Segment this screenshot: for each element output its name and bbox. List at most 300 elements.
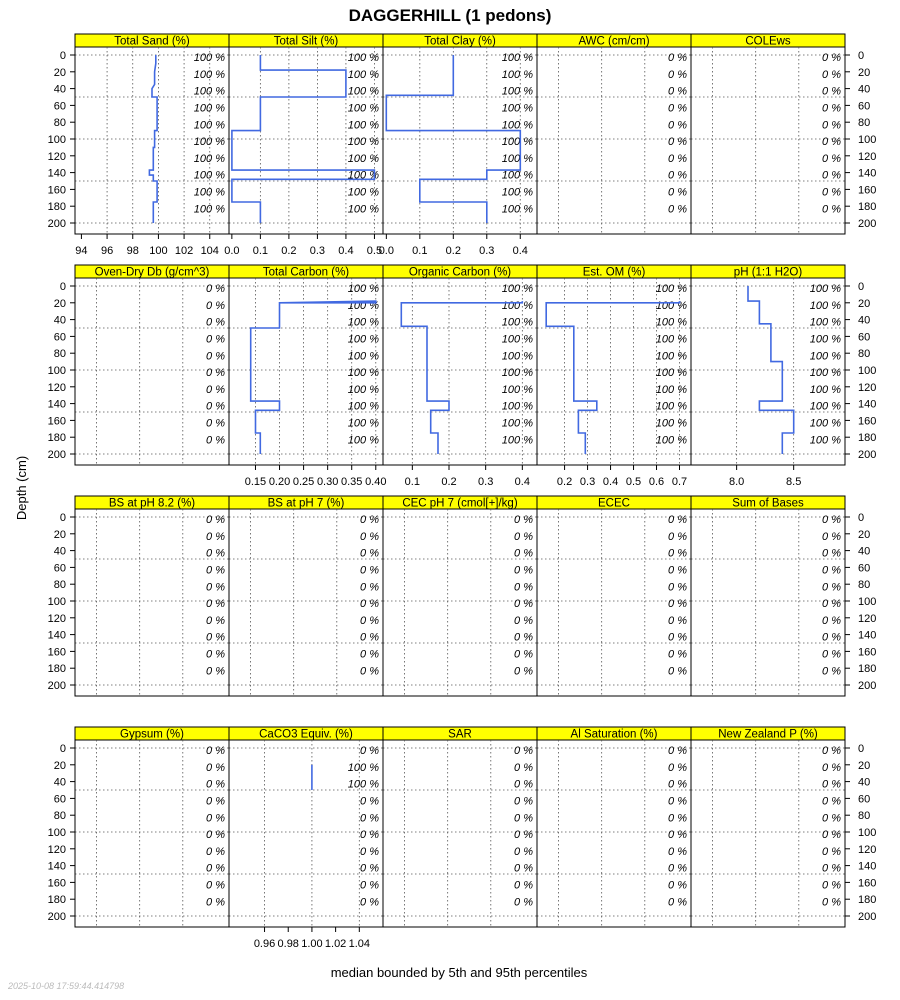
timestamp: 2025-10-08 17:59:44.414798 xyxy=(8,981,125,991)
panel-organic-carbon-pct-160: 100 % xyxy=(501,417,533,430)
panel-ecec-strip-label: ECEC xyxy=(598,497,630,510)
panel-total-carbon-pct-140: 100 % xyxy=(347,400,379,413)
panel-total-carbon-xtick-label: 0.15 xyxy=(244,476,267,488)
panel-caco3-equiv-xtick-label: 1.00 xyxy=(301,938,323,950)
panel-gypsum-pct-140: 0 % xyxy=(206,862,225,875)
panel-new-zealand-p-pct-100: 0 % xyxy=(822,829,841,842)
panel-bs-at-ph-8-2-pct-100: 0 % xyxy=(206,598,225,611)
row1-ytick-right-label: 0 xyxy=(858,281,865,293)
panel-gypsum-pct-60: 0 % xyxy=(206,795,225,808)
row3-ytick-left-label: 160 xyxy=(47,877,66,890)
panel-est-om-pct-100: 100 % xyxy=(655,367,687,380)
panel-total-carbon-pct-80: 100 % xyxy=(347,350,379,363)
y-axis-title: Depth (cm) xyxy=(14,455,29,521)
row1-ytick-right-label: 80 xyxy=(858,348,871,361)
panel-awc-cm-cm-pct-60: 0 % xyxy=(668,102,687,115)
chart-title: DAGGERHILL (1 pedons) xyxy=(348,6,552,25)
panel-est-om-pct-180: 100 % xyxy=(655,434,687,447)
panel-al-saturation-pct-140: 0 % xyxy=(668,862,687,875)
panel-oven-dry-db-g-cm-3 xyxy=(75,265,229,465)
panel-total-carbon-pct-60: 100 % xyxy=(347,333,379,346)
panel-total-clay-xtick-label: 0.4 xyxy=(512,245,528,257)
panel-colews-pct-0: 0 % xyxy=(822,52,841,65)
panel-ph-1-1-h2o-pct-0: 100 % xyxy=(809,283,841,296)
panel-awc-cm-cm-pct-100: 0 % xyxy=(668,136,687,149)
panel-sum-of-bases-pct-80: 0 % xyxy=(822,581,841,594)
row0-ytick-left-label: 60 xyxy=(53,100,66,113)
panel-sar-pct-120: 0 % xyxy=(514,845,533,858)
panel-sar-pct-80: 0 % xyxy=(514,812,533,825)
panel-sum-of-bases-pct-0: 0 % xyxy=(822,514,841,527)
panel-total-silt-pct-0: 100 % xyxy=(347,52,379,65)
panel-total-carbon-xtick-label: 0.40 xyxy=(365,476,387,488)
panel-sum-of-bases-pct-180: 0 % xyxy=(822,665,841,678)
panel-gypsum-pct-180: 0 % xyxy=(206,896,225,909)
row0-ytick-right-label: 20 xyxy=(858,66,871,79)
row1-ytick-left-label: 160 xyxy=(47,415,66,428)
panel-organic-carbon-xtick-label: 0.2 xyxy=(441,476,457,488)
panel-total-silt-xtick-label: 0.3 xyxy=(309,245,326,257)
row0-ytick-left-label: 0 xyxy=(59,50,66,62)
panel-colews-pct-180: 0 % xyxy=(822,203,841,216)
panel-caco3-equiv-pct-60: 0 % xyxy=(360,795,379,808)
panel-caco3-equiv-pct-120: 0 % xyxy=(360,845,379,858)
panel-colews-pct-80: 0 % xyxy=(822,119,841,132)
panel-total-carbon-pct-20: 100 % xyxy=(347,299,379,312)
panel-sum-of-bases-pct-20: 0 % xyxy=(822,530,841,543)
panel-organic-carbon-pct-140: 100 % xyxy=(501,400,533,413)
panel-total-silt-pct-140: 100 % xyxy=(347,169,379,182)
panel-organic-carbon-pct-40: 100 % xyxy=(501,316,533,329)
panel-total-sand-xtick-label: 96 xyxy=(100,245,114,257)
panel-sar-pct-20: 0 % xyxy=(514,761,533,774)
panel-ph-1-1-h2o-pct-140: 100 % xyxy=(809,400,841,413)
row3-ytick-right-label: 20 xyxy=(858,759,871,772)
row1-ytick-left-label: 180 xyxy=(47,432,66,445)
row3-ytick-left-label: 60 xyxy=(53,793,66,806)
panel-organic-carbon-xtick-label: 0.4 xyxy=(514,476,530,488)
panel-est-om-pct-140: 100 % xyxy=(655,400,687,413)
row3-ytick-left-label: 0 xyxy=(59,743,66,755)
row2-ytick-right-label: 60 xyxy=(858,562,871,575)
panel-awc-cm-cm-pct-0: 0 % xyxy=(668,52,687,65)
row2-ytick-right-label: 120 xyxy=(858,612,877,625)
panel-total-silt-xtick-label: 0.1 xyxy=(252,245,269,257)
panel-total-silt-xtick-label: 0.4 xyxy=(338,245,354,257)
panel-al-saturation-pct-80: 0 % xyxy=(668,812,687,825)
row2-ytick-left-label: 60 xyxy=(53,562,66,575)
row2-ytick-right-label: 20 xyxy=(858,528,871,541)
row0-ytick-right-label: 160 xyxy=(858,184,877,197)
panel-gypsum-pct-0: 0 % xyxy=(206,745,225,758)
panel-cec-ph-7-cmol-kg xyxy=(383,496,537,696)
panel-caco3-equiv-pct-100: 0 % xyxy=(360,829,379,842)
panel-new-zealand-p-pct-140: 0 % xyxy=(822,862,841,875)
panel-caco3-equiv-xtick-label: 0.98 xyxy=(277,938,299,950)
panel-colews-pct-160: 0 % xyxy=(822,186,841,199)
panel-total-sand-pct-60: 100 % xyxy=(193,102,225,115)
panel-caco3-equiv-xtick-label: 0.96 xyxy=(253,938,276,950)
row2-ytick-left-label: 20 xyxy=(53,528,66,541)
panel-ph-1-1-h2o-median-line xyxy=(748,286,794,454)
row1-ytick-right-label: 160 xyxy=(858,415,877,428)
panel-colews-pct-140: 0 % xyxy=(822,169,841,182)
panel-awc-cm-cm-pct-40: 0 % xyxy=(668,85,687,98)
panel-ecec-pct-160: 0 % xyxy=(668,648,687,661)
row2-ytick-left-label: 100 xyxy=(47,596,66,608)
panel-bs-at-ph-8-2-pct-140: 0 % xyxy=(206,631,225,644)
panel-organic-carbon-pct-60: 100 % xyxy=(501,333,533,346)
panel-bs-at-ph-7-pct-140: 0 % xyxy=(360,631,379,644)
panel-total-clay-strip-label: Total Clay (%) xyxy=(424,35,496,48)
panel-bs-at-ph-7-pct-0: 0 % xyxy=(360,514,379,527)
row1-ytick-left-label: 140 xyxy=(47,398,66,411)
row2-ytick-right-label: 100 xyxy=(858,596,877,608)
row0-ytick-right-label: 200 xyxy=(858,218,877,230)
row1-ytick-left-label: 60 xyxy=(53,331,66,344)
panel-sum-of-bases-pct-100: 0 % xyxy=(822,598,841,611)
panel-bs-at-ph-8-2-pct-120: 0 % xyxy=(206,614,225,627)
panel-new-zealand-p-pct-80: 0 % xyxy=(822,812,841,825)
panel-new-zealand-p-pct-60: 0 % xyxy=(822,795,841,808)
row3-ytick-left-label: 20 xyxy=(53,759,66,772)
panel-total-clay-pct-120: 100 % xyxy=(501,152,533,165)
row0-ytick-right-label: 40 xyxy=(858,83,871,96)
panel-total-silt xyxy=(224,34,383,257)
row2-ytick-right-label: 40 xyxy=(858,545,871,558)
panel-total-carbon-strip-label: Total Carbon (%) xyxy=(262,266,350,279)
panel-sar-pct-140: 0 % xyxy=(514,862,533,875)
panel-al-saturation xyxy=(537,727,691,927)
panel-cec-ph-7-cmol-kg-pct-80: 0 % xyxy=(514,581,533,594)
panel-total-clay-pct-60: 100 % xyxy=(501,102,533,115)
panel-gypsum-pct-80: 0 % xyxy=(206,812,225,825)
panel-total-clay-xtick-label: 0.1 xyxy=(412,245,428,257)
panel-total-silt-xtick-label: 0.0 xyxy=(224,245,240,257)
panel-sar xyxy=(383,727,537,927)
panel-total-sand xyxy=(75,34,229,257)
panel-al-saturation-pct-120: 0 % xyxy=(668,845,687,858)
row1-ytick-right-label: 140 xyxy=(858,398,877,411)
panel-organic-carbon-strip-label: Organic Carbon (%) xyxy=(408,266,512,279)
panel-ph-1-1-h2o-xtick-label: 8.0 xyxy=(728,476,745,488)
panel-total-sand-xtick-label: 102 xyxy=(174,245,194,257)
panel-bs-at-ph-8-2-pct-20: 0 % xyxy=(206,530,225,543)
panel-total-silt-pct-100: 100 % xyxy=(347,136,379,149)
panel-est-om-pct-0: 100 % xyxy=(655,283,687,296)
row2-ytick-left-label: 80 xyxy=(53,579,66,592)
panel-ecec-pct-20: 0 % xyxy=(668,530,687,543)
panel-bs-at-ph-7-pct-40: 0 % xyxy=(360,547,379,560)
panel-total-clay-xtick-label: 0.0 xyxy=(378,245,394,257)
panel-oven-dry-db-g-cm-3-pct-120: 0 % xyxy=(206,383,225,396)
row2-ytick-left-label: 160 xyxy=(47,646,66,659)
panel-ecec-pct-180: 0 % xyxy=(668,665,687,678)
row2-ytick-left-label: 40 xyxy=(53,545,66,558)
row3-ytick-right-label: 180 xyxy=(858,894,877,907)
panel-ph-1-1-h2o-xtick-label: 8.5 xyxy=(786,476,802,488)
panel-sar-pct-100: 0 % xyxy=(514,829,533,842)
panel-total-clay-pct-140: 100 % xyxy=(501,169,533,182)
row2-ytick-left-label: 180 xyxy=(47,663,66,676)
panel-total-silt-pct-80: 100 % xyxy=(347,119,379,132)
panel-cec-ph-7-cmol-kg-pct-160: 0 % xyxy=(514,648,533,661)
row1-ytick-right-label: 40 xyxy=(858,314,871,327)
panel-awc-cm-cm-pct-120: 0 % xyxy=(668,152,687,165)
row0-ytick-right-label: 120 xyxy=(858,150,877,163)
panel-bs-at-ph-8-2-pct-60: 0 % xyxy=(206,564,225,577)
panel-total-sand-pct-0: 100 % xyxy=(193,52,225,65)
panel-total-silt-pct-160: 100 % xyxy=(347,186,379,199)
panel-bs-at-ph-7-strip-label: BS at pH 7 (%) xyxy=(267,497,345,510)
panel-new-zealand-p-pct-0: 0 % xyxy=(822,745,841,758)
panel-total-carbon xyxy=(229,265,386,488)
row0-ytick-right-label: 180 xyxy=(858,201,877,214)
panel-organic-carbon xyxy=(383,265,537,488)
panel-bs-at-ph-8-2-pct-180: 0 % xyxy=(206,665,225,678)
row1-ytick-right-label: 100 xyxy=(858,365,877,377)
panel-sar-strip-label: SAR xyxy=(448,728,472,741)
panel-total-silt-pct-40: 100 % xyxy=(347,85,379,98)
row3-ytick-right-label: 80 xyxy=(858,810,871,823)
panel-sum-of-bases-strip-label: Sum of Bases xyxy=(732,497,804,510)
panel-sum-of-bases xyxy=(691,496,845,696)
panel-gypsum-pct-100: 0 % xyxy=(206,829,225,842)
row3-ytick-right-label: 100 xyxy=(858,827,877,839)
panel-sum-of-bases-pct-40: 0 % xyxy=(822,547,841,560)
row0-ytick-right-label: 60 xyxy=(858,100,871,113)
panel-cec-ph-7-cmol-kg-pct-120: 0 % xyxy=(514,614,533,627)
panel-new-zealand-p-strip-label: New Zealand P (%) xyxy=(718,728,818,741)
panel-est-om-xtick-label: 0.2 xyxy=(556,476,573,488)
panel-total-sand-pct-80: 100 % xyxy=(193,119,225,132)
panel-ph-1-1-h2o-pct-180: 100 % xyxy=(809,434,841,447)
panel-total-silt-pct-120: 100 % xyxy=(347,152,379,165)
panel-sar-pct-180: 0 % xyxy=(514,896,533,909)
panel-ecec-pct-60: 0 % xyxy=(668,564,687,577)
panel-colews-pct-120: 0 % xyxy=(822,152,841,165)
panel-total-clay-pct-20: 100 % xyxy=(501,68,533,81)
panel-oven-dry-db-g-cm-3-pct-180: 0 % xyxy=(206,434,225,447)
panel-bs-at-ph-8-2-pct-0: 0 % xyxy=(206,514,225,527)
row1-ytick-right-label: 60 xyxy=(858,331,871,344)
panel-colews-pct-40: 0 % xyxy=(822,85,841,98)
panel-total-clay-pct-100: 100 % xyxy=(501,136,533,149)
panel-organic-carbon-pct-180: 100 % xyxy=(501,434,533,447)
panel-est-om-xtick-label: 0.3 xyxy=(579,476,596,488)
row3-ytick-right-label: 40 xyxy=(858,776,871,789)
panel-total-silt-pct-180: 100 % xyxy=(347,203,379,216)
panel-total-carbon-pct-120: 100 % xyxy=(347,383,379,396)
row1-ytick-left-label: 200 xyxy=(47,449,66,461)
row1-ytick-left-label: 100 xyxy=(47,365,66,377)
row2-ytick-left-label: 0 xyxy=(59,512,66,524)
panel-ph-1-1-h2o-pct-120: 100 % xyxy=(809,383,841,396)
panel-al-saturation-pct-60: 0 % xyxy=(668,795,687,808)
row3-ytick-left-label: 80 xyxy=(53,810,66,823)
row1-ytick-left-label: 40 xyxy=(53,314,66,327)
panel-sar-pct-60: 0 % xyxy=(514,795,533,808)
panel-est-om-xtick-label: 0.4 xyxy=(602,476,619,488)
panel-oven-dry-db-g-cm-3-pct-160: 0 % xyxy=(206,417,225,430)
panel-oven-dry-db-g-cm-3-pct-140: 0 % xyxy=(206,400,225,413)
panel-caco3-equiv-xtick-label: 1.02 xyxy=(324,938,347,950)
panel-al-saturation-pct-40: 0 % xyxy=(668,778,687,791)
row0-ytick-left-label: 20 xyxy=(53,66,66,79)
panel-est-om-xtick-label: 0.5 xyxy=(625,476,642,488)
row1-ytick-left-label: 20 xyxy=(53,297,66,310)
panel-est-om-xtick-label: 0.6 xyxy=(648,476,665,488)
row2-ytick-right-label: 140 xyxy=(858,629,877,642)
row1-ytick-left-label: 120 xyxy=(47,381,66,394)
panel-awc-cm-cm-pct-160: 0 % xyxy=(668,186,687,199)
panel-total-carbon-pct-180: 100 % xyxy=(347,434,379,447)
panel-total-sand-pct-120: 100 % xyxy=(193,152,225,165)
panel-new-zealand-p-pct-160: 0 % xyxy=(822,879,841,892)
panel-cec-ph-7-cmol-kg-pct-100: 0 % xyxy=(514,598,533,611)
panel-sum-of-bases-pct-140: 0 % xyxy=(822,631,841,644)
panel-sum-of-bases-pct-120: 0 % xyxy=(822,614,841,627)
panel-oven-dry-db-g-cm-3-pct-0: 0 % xyxy=(206,283,225,296)
panel-caco3-equiv-pct-20: 100 % xyxy=(347,761,379,774)
panel-est-om-pct-20: 100 % xyxy=(655,299,687,312)
panel-total-clay-pct-160: 100 % xyxy=(501,186,533,199)
row2-ytick-left-label: 140 xyxy=(47,629,66,642)
panel-total-silt-xtick-label: 0.5 xyxy=(366,245,383,257)
row0-ytick-left-label: 120 xyxy=(47,150,66,163)
row2-ytick-right-label: 160 xyxy=(858,646,877,659)
panel-total-sand-strip-label: Total Sand (%) xyxy=(114,35,190,48)
row3-ytick-left-label: 120 xyxy=(47,843,66,856)
panel-cec-ph-7-cmol-kg-pct-60: 0 % xyxy=(514,564,533,577)
panel-total-clay-pct-80: 100 % xyxy=(501,119,533,132)
row2-ytick-right-label: 80 xyxy=(858,579,871,592)
panel-total-silt-strip-label: Total Silt (%) xyxy=(273,35,339,48)
row0-ytick-left-label: 140 xyxy=(47,167,66,180)
row3-ytick-right-label: 160 xyxy=(858,877,877,890)
panel-bs-at-ph-7 xyxy=(229,496,383,696)
panel-al-saturation-pct-20: 0 % xyxy=(668,761,687,774)
panel-gypsum-pct-40: 0 % xyxy=(206,778,225,791)
row3-ytick-left-label: 100 xyxy=(47,827,66,839)
row0-ytick-left-label: 100 xyxy=(47,134,66,146)
panel-total-clay-pct-180: 100 % xyxy=(501,203,533,216)
panel-bs-at-ph-7-pct-80: 0 % xyxy=(360,581,379,594)
panel-bs-at-ph-7-pct-100: 0 % xyxy=(360,598,379,611)
panel-ecec-pct-40: 0 % xyxy=(668,547,687,560)
panel-gypsum-pct-160: 0 % xyxy=(206,879,225,892)
panel-ecec-pct-120: 0 % xyxy=(668,614,687,627)
row3-ytick-left-label: 200 xyxy=(47,911,66,923)
panel-caco3-equiv-pct-80: 0 % xyxy=(360,812,379,825)
panel-ecec-pct-0: 0 % xyxy=(668,514,687,527)
panel-bs-at-ph-8-2-strip-label: BS at pH 8.2 (%) xyxy=(108,497,196,510)
panel-colews-pct-60: 0 % xyxy=(822,102,841,115)
panel-est-om xyxy=(537,265,691,488)
row0-ytick-left-label: 160 xyxy=(47,184,66,197)
panel-caco3-equiv-pct-180: 0 % xyxy=(360,896,379,909)
panel-est-om-pct-40: 100 % xyxy=(655,316,687,329)
panel-ecec-pct-80: 0 % xyxy=(668,581,687,594)
panel-organic-carbon-pct-0: 100 % xyxy=(501,283,533,296)
panel-al-saturation-pct-0: 0 % xyxy=(668,745,687,758)
panel-total-carbon-pct-160: 100 % xyxy=(347,417,379,430)
row3-ytick-right-label: 0 xyxy=(858,743,865,755)
panel-oven-dry-db-g-cm-3-pct-20: 0 % xyxy=(206,299,225,312)
panel-ph-1-1-h2o-pct-80: 100 % xyxy=(809,350,841,363)
panel-gypsum xyxy=(75,727,229,927)
row3-ytick-left-label: 40 xyxy=(53,776,66,789)
row0-ytick-right-label: 0 xyxy=(858,50,865,62)
panel-awc-cm-cm-pct-180: 0 % xyxy=(668,203,687,216)
panel-awc-cm-cm xyxy=(537,34,691,234)
panel-total-clay-xtick-label: 0.3 xyxy=(479,245,495,257)
panel-awc-cm-cm-strip-label: AWC (cm/cm) xyxy=(578,35,650,48)
panel-ph-1-1-h2o-pct-40: 100 % xyxy=(809,316,841,329)
row0-ytick-right-label: 100 xyxy=(858,134,877,146)
panel-awc-cm-cm-pct-80: 0 % xyxy=(668,119,687,132)
panel-total-carbon-xtick-label: 0.30 xyxy=(316,476,339,488)
panel-est-om-xtick-label: 0.7 xyxy=(671,476,688,488)
panel-ph-1-1-h2o-pct-100: 100 % xyxy=(809,367,841,380)
panel-cec-ph-7-cmol-kg-pct-180: 0 % xyxy=(514,665,533,678)
panel-al-saturation-strip-label: Al Saturation (%) xyxy=(570,728,658,741)
row2-ytick-left-label: 200 xyxy=(47,680,66,692)
panel-total-carbon-xtick-label: 0.25 xyxy=(292,476,315,488)
panel-ecec-pct-140: 0 % xyxy=(668,631,687,644)
panel-ph-1-1-h2o-pct-60: 100 % xyxy=(809,333,841,346)
panel-al-saturation-pct-160: 0 % xyxy=(668,879,687,892)
panel-cec-ph-7-cmol-kg-pct-40: 0 % xyxy=(514,547,533,560)
panel-organic-carbon-pct-100: 100 % xyxy=(501,367,533,380)
panel-cec-ph-7-cmol-kg-pct-0: 0 % xyxy=(514,514,533,527)
panel-est-om-pct-80: 100 % xyxy=(655,350,687,363)
panel-total-carbon-pct-40: 100 % xyxy=(347,316,379,329)
panel-bs-at-ph-8-2 xyxy=(75,496,229,696)
panel-bs-at-ph-7-pct-20: 0 % xyxy=(360,530,379,543)
panel-total-carbon-pct-0: 100 % xyxy=(347,283,379,296)
panel-ph-1-1-h2o-strip-label: pH (1:1 H2O) xyxy=(733,266,803,279)
panel-oven-dry-db-g-cm-3-pct-40: 0 % xyxy=(206,316,225,329)
panel-ecec-pct-100: 0 % xyxy=(668,598,687,611)
panel-new-zealand-p-pct-120: 0 % xyxy=(822,845,841,858)
panel-bs-at-ph-8-2-pct-160: 0 % xyxy=(206,648,225,661)
panel-sum-of-bases-pct-60: 0 % xyxy=(822,564,841,577)
panel-sar-pct-160: 0 % xyxy=(514,879,533,892)
panel-est-om-pct-160: 100 % xyxy=(655,417,687,430)
panel-total-silt-xtick-label: 0.2 xyxy=(281,245,297,257)
panel-total-carbon-xtick-label: 0.35 xyxy=(341,476,363,488)
panel-gypsum-pct-20: 0 % xyxy=(206,761,225,774)
panel-colews-pct-20: 0 % xyxy=(822,68,841,81)
panel-sar-pct-40: 0 % xyxy=(514,778,533,791)
panel-organic-carbon-pct-80: 100 % xyxy=(501,350,533,363)
panel-caco3-equiv-strip-label: CaCO3 Equiv. (%) xyxy=(259,728,353,741)
panel-organic-carbon-pct-120: 100 % xyxy=(501,383,533,396)
row2-ytick-left-label: 120 xyxy=(47,612,66,625)
panel-bs-at-ph-7-pct-160: 0 % xyxy=(360,648,379,661)
x-axis-title: median bounded by 5th and 95th percentiles xyxy=(330,965,588,980)
panel-new-zealand-p xyxy=(691,727,845,927)
row1-ytick-left-label: 80 xyxy=(53,348,66,361)
panel-total-sand-xtick-label: 98 xyxy=(126,245,139,257)
panel-total-sand-pct-140: 100 % xyxy=(193,169,225,182)
panel-gypsum-strip-label: Gypsum (%) xyxy=(120,728,184,741)
panel-total-clay-pct-0: 100 % xyxy=(501,52,533,65)
panel-new-zealand-p-pct-20: 0 % xyxy=(822,761,841,774)
panel-organic-carbon-pct-20: 100 % xyxy=(501,299,533,312)
panel-total-sand-xtick-label: 104 xyxy=(200,245,219,257)
